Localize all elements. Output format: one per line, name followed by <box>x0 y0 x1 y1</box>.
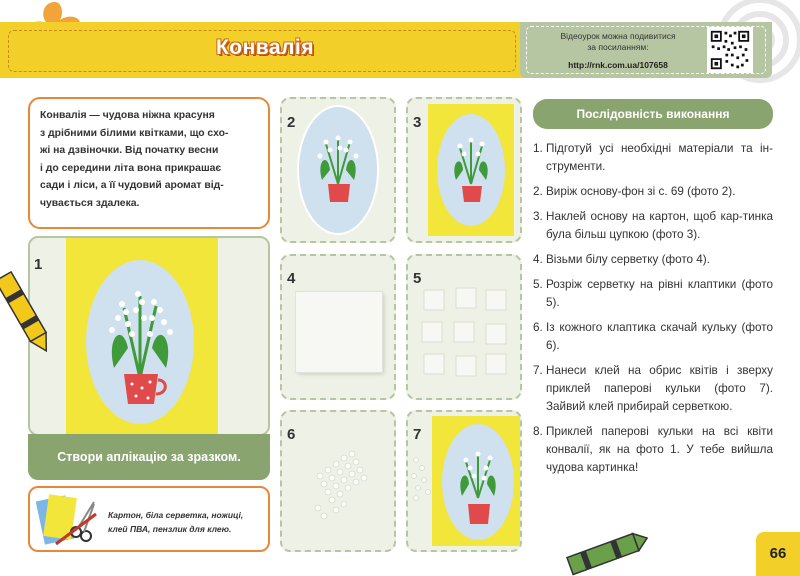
qr-code-icon[interactable] <box>707 27 753 73</box>
crayon-icon <box>0 260 50 360</box>
intro-line: і до середини літа вона прикрашає <box>40 162 222 174</box>
photo-number-1: 1 <box>34 256 43 273</box>
background-on-cardboard-image <box>428 104 514 236</box>
step-text: Нанеси клей на обрис квітів і зверху приклей паперові кульки (фото 7). Зайвий клей прибирай серветкою. <box>546 364 773 413</box>
step-number: 2. <box>533 185 543 198</box>
step-number: 5. <box>533 278 543 291</box>
step-number: 1. <box>533 142 543 155</box>
video-text-line-2: за посиланням: <box>587 42 649 52</box>
photo-number-3: 3 <box>413 114 422 131</box>
napkin-pieces-image <box>420 286 512 382</box>
intro-line: жі на дзвіночки. Від початку весни <box>40 145 219 156</box>
step-number: 4. <box>533 253 543 266</box>
intro-line: сади і ліси, а її чудовий аромат від- <box>40 180 224 191</box>
cut-out-background-image <box>296 104 380 238</box>
photo-number-5: 5 <box>413 270 422 287</box>
step-item <box>533 251 773 269</box>
crayon-icon <box>560 520 650 576</box>
video-url-link[interactable]: http://rnk.com.ua/107658 <box>568 60 668 70</box>
intro-line: Конвалія — чудова ніжна красуня <box>40 110 215 121</box>
paper-balls-image <box>310 446 380 526</box>
step-number: 8. <box>533 425 543 438</box>
step-text: Візьми білу серветку (фото 4). <box>546 253 710 266</box>
page-title: Конвалія <box>215 36 315 59</box>
step-text: Розріж серветку на рівні клаптики (фото 5). <box>546 278 773 309</box>
white-napkin-image <box>296 292 382 372</box>
intro-text <box>40 107 258 212</box>
loose-balls-image <box>408 440 438 520</box>
step-item <box>533 423 773 477</box>
photo-number-2: 2 <box>287 114 296 131</box>
step-text: Наклей основу на картон, щоб кар-тинка була більш цупкою (фото 3). <box>546 210 773 241</box>
steps-heading: Послідовність виконання <box>533 99 773 129</box>
photo-number-4: 4 <box>287 270 296 287</box>
step-text: Із кожного клаптика скачай кульку (фото 6). <box>546 321 773 352</box>
photo-number-7: 7 <box>413 426 422 443</box>
step-number: 3. <box>533 210 543 223</box>
finished-lily-applique-image <box>66 238 218 434</box>
intro-line: чувається здалека. <box>40 197 140 209</box>
photo-number-6: 6 <box>287 426 296 443</box>
intro-text-card <box>28 97 270 229</box>
materials-list <box>108 508 258 536</box>
materials-line-1: Картон, біла серветка, ножиці, <box>108 510 244 520</box>
step-item <box>533 183 773 201</box>
step-item <box>533 208 773 244</box>
video-text-line-1: Відеоурок можна подивитися <box>560 31 676 41</box>
materials-line-2: клей ПВА, пензлик для клею. <box>108 524 232 534</box>
step-text: Виріж основу-фон зі с. 69 (фото 2). <box>546 185 736 198</box>
steps-list <box>533 140 773 484</box>
page-number: 66 <box>756 532 800 576</box>
step-text: Приклей паперові кульки на всі квіти конвалії, як на фото 1. У тебе вийшла чудова картинка! <box>546 425 773 474</box>
sample-caption: Створи аплікацію за зразком. <box>28 434 270 480</box>
video-link-text <box>540 31 696 53</box>
step-number: 7. <box>533 364 543 377</box>
step-item <box>533 276 773 312</box>
step-item <box>533 362 773 416</box>
materials-tools-icon <box>36 492 100 548</box>
step-number: 6. <box>533 321 543 334</box>
step-text: Підготуй усі необхідні матеріали та ін-струменти. <box>546 142 773 173</box>
step-item <box>533 319 773 355</box>
intro-line: з дрібними білими квітками, що схо- <box>40 127 229 139</box>
gluing-balls-image <box>432 416 520 546</box>
step-item <box>533 140 773 176</box>
